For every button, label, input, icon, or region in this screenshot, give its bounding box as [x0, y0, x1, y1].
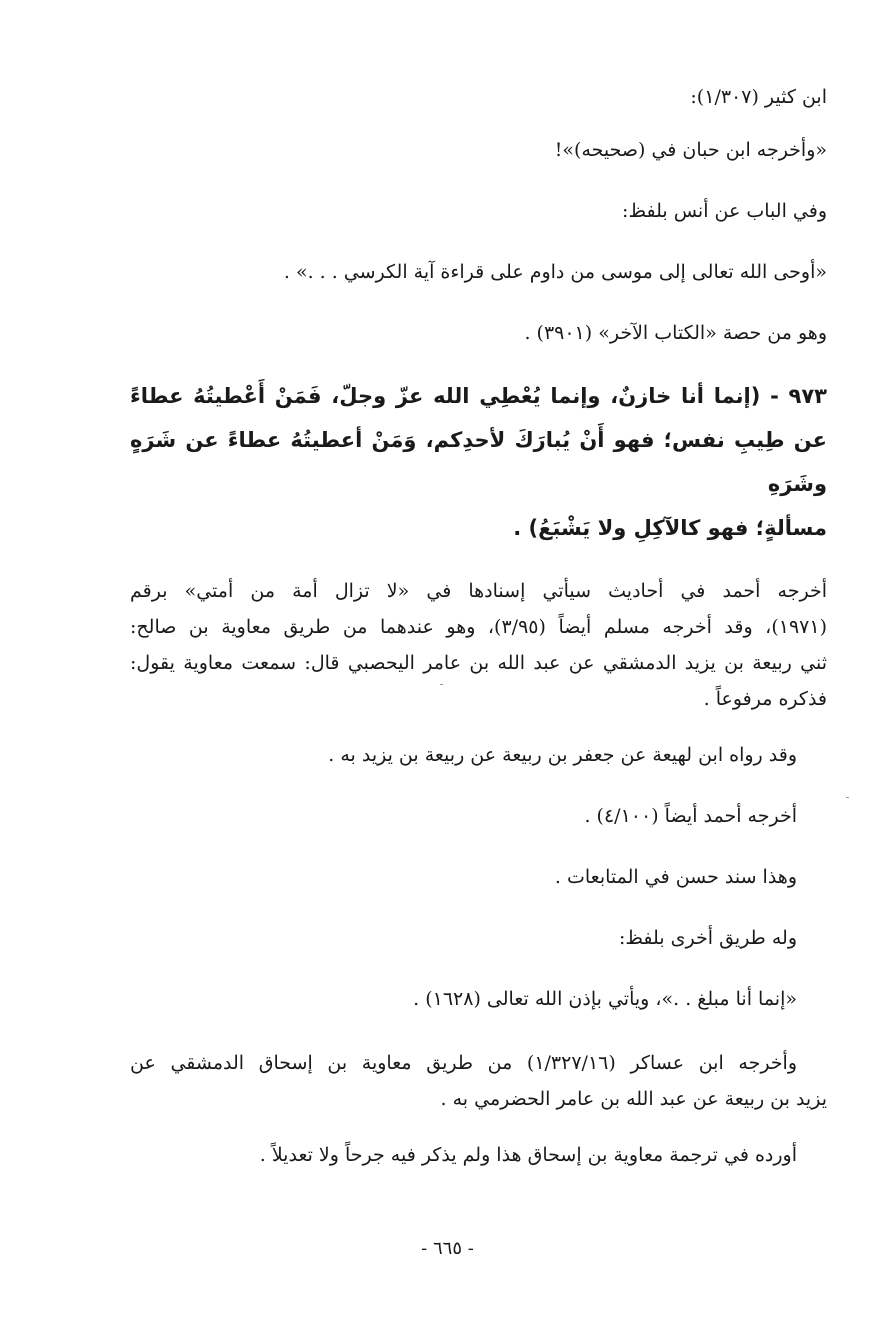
commentary-paragraph [130, 573, 827, 717]
text-line: وله طريق أخرى بلفظ: [618, 927, 797, 949]
text-line: وهو من حصة «الكتاب الآخر» (٣٩٠١) . [524, 322, 827, 344]
text-line: أورده في ترجمة معاوية بن إسحاق هذا ولم يذكر فيه جرحاً ولا تعديلاً . [259, 1144, 797, 1166]
hadith-text-line: عن طِيبِ نفس؛ فهو أَنْ يُبارَكَ لأحدِكم، وَمَنْ أعطيتُهُ عطاءً عن شَرَهٍ وشَرَهِ [130, 428, 827, 496]
hadith-block [130, 374, 827, 550]
commentary-line: (١٩٧١)، وقد أخرجه مسلم أيضاً (٣/٩٥)، وهو عندهما من طريق معاوية بن صالح: [130, 616, 827, 638]
text-line: أخرجه أحمد أيضاً (٤/١٠٠) . [584, 805, 797, 827]
text-line: ابن كثير (١/٣٠٧): [690, 86, 827, 108]
commentary-line: ثني ربيعة بن يزيد الدمشقي عن عبد الله بن عامر اليحصبي قال: سمعت معاوية يقول: [130, 652, 827, 674]
text-line: وفي الباب عن أنس بلفظ: [622, 200, 827, 222]
text-line: وهذا سند حسن في المتابعات . [554, 866, 797, 888]
asakir-line: يزيد بن ربيعة عن عبد الله بن عامر الحضرمي به . [440, 1088, 827, 1110]
text-line: «إنما أنا مبلغ . .»، ويأتي بإذن الله تعالى (١٦٢٨) . [413, 988, 797, 1010]
asakir-line: وأخرجه ابن عساكر (١/٣٢٧/١٦) من طريق معاوية بن إسحاق الدمشقي عن [130, 1052, 798, 1074]
text-line: «وأخرجه ابن حبان في (صحيحه)»! [554, 139, 827, 161]
hadith-text-line: مسألةٍ؛ فهو كالآكِلِ ولا يَشْبَعُ) . [513, 516, 827, 540]
scan-speck [846, 797, 849, 798]
asakir-paragraph [130, 1045, 827, 1117]
text-line: وقد رواه ابن لهيعة عن جعفر بن ربيعة عن ربيعة بن يزيد به . [328, 744, 797, 766]
text-line: «أوحى الله تعالى إلى موسى من داوم على قراءة آية الكرسي . . .» . [283, 261, 827, 283]
hadith-text-line: ٩٧٣ - (إنما أنا خازنٌ، وإنما يُعْطِي الله عزّ وجلّ، فَمَنْ أَعْطيتُهُ عطاءً [130, 384, 827, 408]
page-number: - ٦٦٥ - [421, 1238, 474, 1259]
commentary-line: فذكره مرفوعاً . [703, 688, 827, 710]
commentary-line: أخرجه أحمد في أحاديث سيأتي إسنادها في «لا تزال أمة من أمتي» برقم [130, 580, 827, 602]
scan-speck [440, 684, 443, 685]
